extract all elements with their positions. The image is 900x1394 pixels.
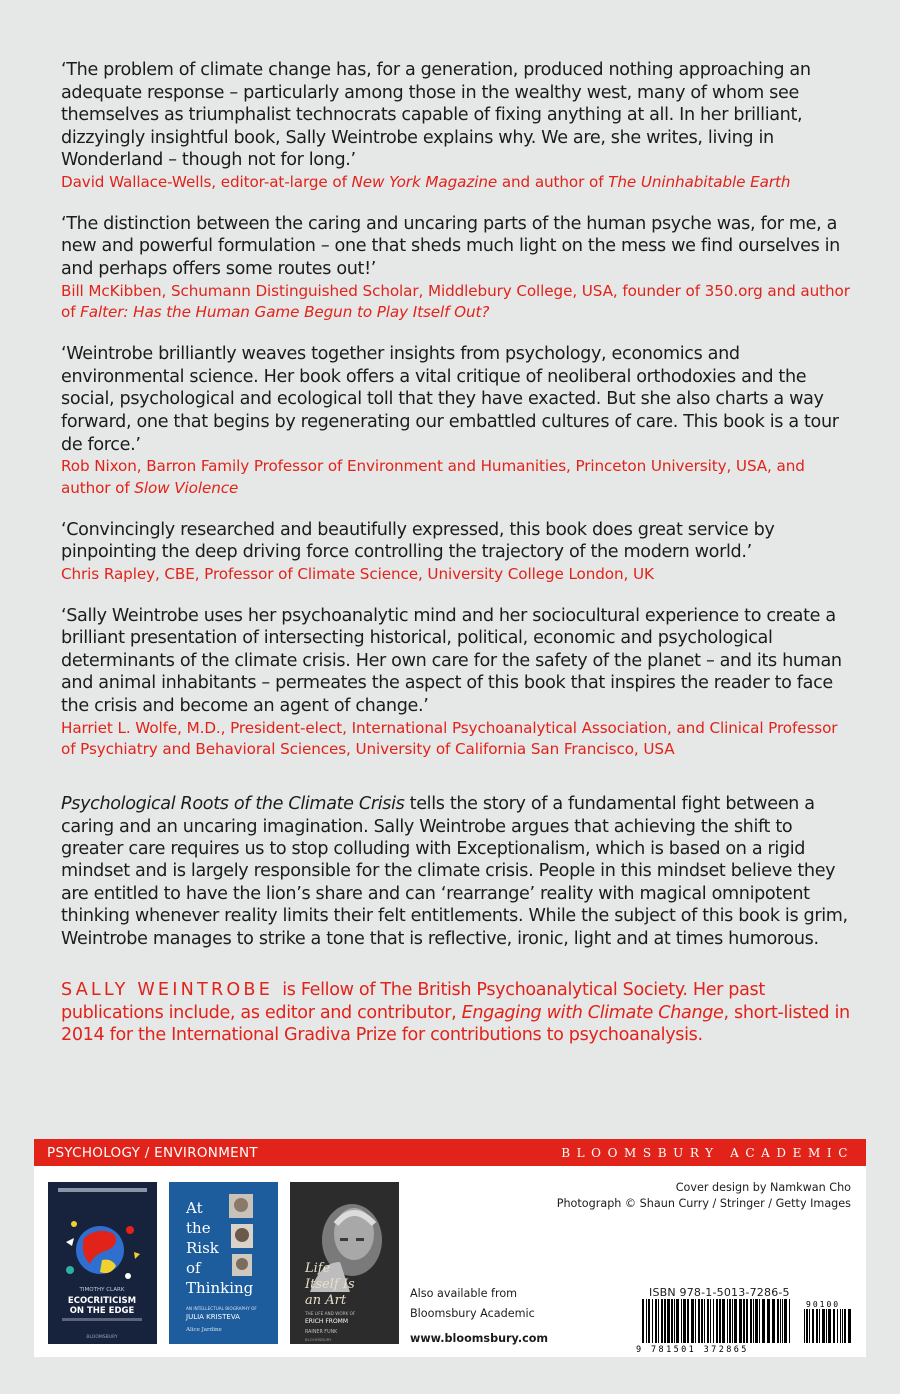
isbn: ISBN 978-1-5013-7286-5 [649,1286,790,1299]
cover-design-credit: Cover design by Namkwan Cho [675,1181,851,1194]
barcode-bar [687,1299,689,1343]
barcode-bar [804,1309,805,1343]
quote-attribution [61,172,851,194]
barcode-bar [772,1299,775,1343]
barcode-bar [755,1299,758,1343]
barcode-bar [707,1299,709,1343]
category-label: PSYCHOLOGY / ENVIRONMENT [47,1145,258,1161]
barcode-bar [674,1299,675,1343]
barcode-bar [782,1299,783,1343]
attribution-text: David Wallace-Wells, editor-at-large of [61,172,352,191]
barcode-bar [698,1299,700,1343]
barcode-bar [642,1299,644,1343]
book-description [61,793,851,950]
attribution-italic: The Uninhabitable Earth [608,172,791,191]
barcode-bar [732,1299,733,1343]
barcode-bar [664,1299,666,1343]
book-title-italic: Psychological Roots of the Climate Crisis [61,794,405,815]
author-bio [61,979,851,1047]
barcode-bar [828,1309,831,1343]
ecocriticism-cover-art [48,1182,157,1344]
quote-text: ‘Weintrobe brilliantly weaves together insights from psychology, economics and environmental science. Her book offers a vital critique of neoliberal orthodoxies and the social, psychological and ecological toll that they have exacted. But she also charts a way forward, one that begins by regenerating our embattled cultures of care. This book is a tour de force.’ [61,344,839,455]
barcode-bar [676,1299,679,1343]
quote-text: ‘The distinction between the caring and uncaring parts of the human psyche was, for me, a new and powerful formulation – one that sheds much light on the mess we find ourselves in and perhaps offers some routes out!’ [61,213,840,279]
barcode-bar [701,1299,703,1343]
kristeva-subject: JULIA KRISTEVA [186,1313,240,1321]
barcode-bar [652,1299,653,1343]
fromm-cover-art [290,1182,399,1344]
barcode-bar [767,1299,770,1343]
barcode-bar [691,1299,694,1343]
quote-text: ‘The problem of climate change has, for a generation, produced nothing approaching an adequate response – particularly among those in the wealthy west, many of whom see themselves as triumphalist technocrats capable of fixing anything at all. In her brilliant, dizzyingly insightful book, Sally Weintrobe explains why. We are, she writes, living in Wonderland – though not for long.’ [61,60,811,171]
fromm-publisher: BLOOMSBURY [305,1337,332,1342]
fromm-title-line3: an Art [305,1293,347,1308]
barcode-bar [812,1309,814,1343]
barcode-bar [719,1299,721,1343]
barcode-bar [784,1299,787,1343]
quote-attribution [61,456,851,500]
attribution-text: and author of [497,172,609,191]
description-text: tells the story of a fundamental fight between a caring and an uncaring imagination. Sally Weintrobe argues that achieving the shift to greater care requires us to stop colluding with Exceptionalism, which is based on a rigid mindset and is largely responsible for the climate crisis. People in this mindset believe they are entitled to have the lion’s share and can ‘rearrange’ reality with magical omnipotent thinking whenever reality limits their felt entitlements. While the subject of this book is grim, Weintrobe manages to strike a tone that is reflective, ironic, light and at times humorous. [61,794,848,949]
cover-credits [557,1180,851,1212]
barcode-bar [661,1299,663,1343]
quote-attribution: Chris Rapley, CBE, Professor of Climate Science, University College London, UK [61,564,654,583]
barcode-bar [729,1299,731,1343]
endorsement-quote [61,213,851,324]
barcode-bar [695,1299,696,1343]
kristeva-author: Alice Jardine [186,1327,222,1333]
barcode-bar [704,1299,705,1343]
barcode-bar [713,1299,714,1343]
barcode-bar [734,1299,737,1343]
barcode-bar [739,1299,742,1343]
barcode-bar [681,1299,682,1343]
also-available [410,1284,535,1324]
barcode-bar [646,1299,647,1343]
quote-text: ‘Convincingly researched and beautifully expressed, this book does great service by pinpointing the deep driving force controlling the trajectory of the modern world.’ [61,519,775,563]
barcode-bar [780,1299,781,1343]
fromm-title-line1: Life [305,1261,331,1276]
attribution-italic: Slow Violence [134,478,239,497]
kristeva-subtitle: AN INTELLECTUAL BIOGRAPHY OF [186,1306,257,1311]
fromm-title-line2: Itself Is [305,1277,355,1292]
quote-attribution: Harriet L. Wolfe, M.D., President-elect, International Psychoanalytical Association, and Clinical Professor of Psychiatry and Behavioral Sciences, University of California San Francisco, USA [61,718,838,759]
category-bar [34,1139,866,1166]
also-line: Also available from [410,1287,518,1300]
barcode-bar [667,1299,670,1343]
barcode-bar [655,1299,657,1343]
website: www.bloomsbury.com [410,1332,549,1345]
barcode-bar [750,1299,752,1343]
barcode-bar [683,1299,686,1343]
barcode-bar [789,1299,790,1343]
kristeva-title-line3: Risk [186,1239,219,1257]
kristeva-title-line2: the [186,1219,211,1237]
quote-text: ‘Sally Weintrobe uses her psychoanalytic mind and her sociocultural experience to create a brilliant presentation of intersecting historical, political, economic and psychological determinants of the climate crisis. Her own care for the safety of the planet – and its human and animal inhabitants – permeates the aspect of this book that inspires the reader to face the crisis and become an agent of change.’ [61,605,842,717]
barcode-bar [722,1299,725,1343]
barcode-bar [710,1299,711,1343]
kristeva-title-line1: At [186,1199,203,1217]
barcode-bar [833,1309,835,1343]
fromm-subtitle-line2: ERICH FROMM [305,1318,349,1325]
barcode-bar [727,1299,728,1343]
publisher-panel [34,1139,866,1357]
kristeva-cover-art [169,1182,278,1344]
barcode [634,1299,856,1353]
ecocriticism-publisher: BLOOMSBURY [86,1335,118,1340]
barcode-bar [809,1309,810,1343]
back-cover-text [61,59,851,1047]
fromm-subtitle-line1: THE LIFE AND WORK OF [305,1311,356,1316]
barcode-number: 9 781501 372865 [636,1345,749,1353]
barcode-bar [840,1309,841,1343]
barcode-bar [671,1299,673,1343]
bio-text: is Fellow of The British Psychoanalytical Society. Her past publications include, as editor and contributor, [61,980,765,1023]
endorsement-quote [61,59,851,194]
ecocriticism-author: TIMOTHY CLARK [79,1287,125,1293]
endorsement-quote [61,605,851,762]
barcode-bar [762,1299,765,1343]
book-cover-kristeva [169,1182,278,1344]
photograph-credit: Photograph © Shaun Curry / Stringer / Getty Images [556,1197,851,1210]
barcode-bar [648,1299,650,1343]
bio-text: , short-listed in 2014 for the International Gradiva Prize for contributions to psychoanalysis. [61,1002,850,1046]
barcode-bar [837,1309,838,1343]
barcode-bar [743,1299,745,1343]
author-name: SALLY WEINTROBE [61,980,274,1001]
attribution-italic: New York Magazine [351,172,498,191]
barcode-bar [844,1309,846,1343]
barcode-bar [819,1309,820,1343]
barcode-bar [746,1299,748,1343]
also-line: Bloomsbury Academic [410,1307,535,1320]
barcode-bar [716,1299,718,1343]
attribution-text: Bill McKibben, Schumann Distinguished Scholar, Middlebury College, USA, founder of 350.org and author of [61,281,850,322]
barcode-bar [658,1299,659,1343]
ecocriticism-title-line1: ECOCRITICISM [67,1296,137,1306]
endorsement-quote [61,343,851,500]
barcode-bar [753,1299,754,1343]
publisher-logo: BLOOMSBURY ACADEMIC [561,1146,854,1160]
barcode-bar [759,1299,760,1343]
book-cover-ecocriticism [48,1182,157,1344]
barcode-bar [826,1309,827,1343]
book-cover-fromm [290,1182,399,1344]
barcode-bar [806,1309,808,1343]
bio-book-italic: Engaging with Climate Change [461,1002,724,1023]
barcode-bar [822,1309,825,1343]
fromm-author: RAINER FUNK [305,1330,338,1335]
barcode-bar [777,1299,779,1343]
barcode-bar [816,1309,818,1343]
endorsement-quote [61,519,851,586]
attribution-text: Rob Nixon, Barron Family Professor of Environment and Humanities, Princeton University, USA, and author of [61,457,805,497]
barcode-price-code: 90100 [806,1300,841,1309]
attribution-italic: Falter: Has the Human Game Begun to Play Itself Out? [80,303,490,322]
barcode-bar [842,1309,843,1343]
quote-attribution [61,281,851,325]
ecocriticism-title-line2: ON THE EDGE [69,1306,135,1316]
kristeva-title-line4: of [186,1259,201,1277]
barcode-bar [848,1309,851,1343]
kristeva-title-line5: Thinking [186,1279,254,1297]
